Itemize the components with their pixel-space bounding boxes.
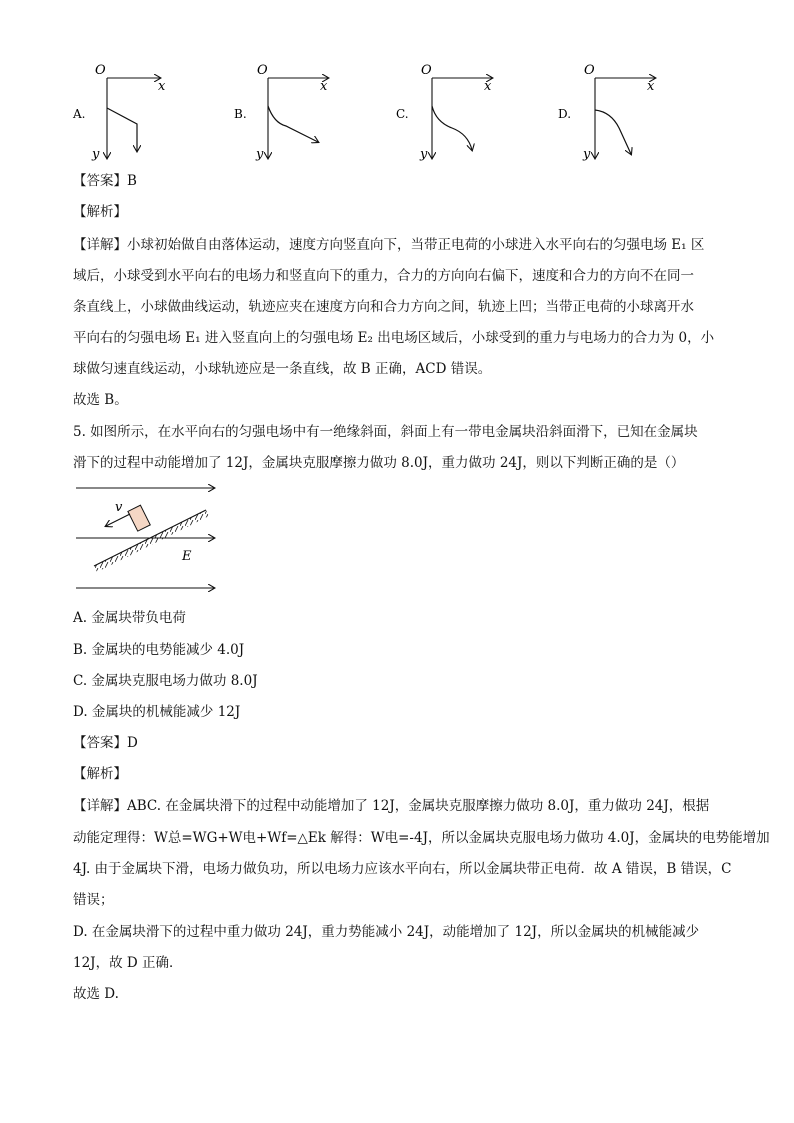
velocity-arrow: [106, 514, 130, 526]
option-b-figure: [255, 63, 328, 162]
option-a-label: A.: [73, 107, 86, 121]
answer-tag: 【答案】: [73, 735, 127, 751]
x-label: x: [320, 79, 328, 94]
option-b-label: B.: [234, 107, 247, 121]
origin-label: O: [95, 63, 106, 78]
trajectory: [595, 110, 631, 154]
answer-value: B: [127, 173, 137, 189]
q4-detail-line: 平向右的匀强电场 E₁ 进入竖直向上的匀强电场 E₂ 出电场区域后，小球受到的重力与电场力的合力为 0，小: [73, 330, 715, 346]
q5-option-c: C. 金属块克服电场力做功 8.0J: [73, 673, 258, 689]
q5-detail-line: [73, 797, 709, 815]
q4-detail-line: 条直线上，小球做曲线运动，轨迹应夹在速度方向和合力方向之间，轨迹上凹；当带正电荷的小球离开水: [73, 299, 694, 315]
trajectory: [107, 108, 137, 151]
trajectory: [268, 106, 318, 142]
q4-detail-line: 域后，小球受到水平向右的电场力和竖直向下的重力，合力的方向向右偏下，速度和合力的方向不在同一: [73, 268, 694, 284]
q5-detail-line: 错误；: [73, 892, 114, 908]
origin-label: O: [421, 63, 432, 78]
y-label: y: [583, 147, 591, 162]
q4-detail-line: 球做匀速直线运动，小球轨迹应是一条直线，故 B 正确，ACD 错误。: [73, 361, 492, 377]
q5-option-a: A. 金属块带负电荷: [73, 610, 186, 626]
option-c-figure: [419, 63, 492, 162]
y-label: y: [420, 147, 428, 162]
q5-stem-line: 5. 如图所示，在水平向右的匀强电场中有一绝缘斜面，斜面上有一带电金属块沿斜面滑下，已知在金属块: [73, 424, 698, 440]
q5-answer: [73, 734, 138, 752]
option-c-label: C.: [396, 107, 409, 121]
field-label: E: [182, 549, 192, 564]
answer-value: D: [127, 735, 138, 751]
q4-conclusion: 故选 B。: [73, 392, 128, 408]
q5-stem-line: 滑下的过程中动能增加了 12J，金属块克服摩擦力做功 8.0J，重力做功 24J，则以下判断正确的是（）: [73, 455, 685, 471]
detail-tag: 【详解】: [73, 237, 127, 253]
x-label: x: [158, 79, 166, 94]
metal-block: [128, 505, 150, 531]
q5-option-d: D. 金属块的机械能减少 12J: [73, 704, 241, 720]
velocity-label: v: [115, 500, 123, 515]
x-label: x: [647, 79, 655, 94]
detail-tag: 【详解】: [73, 798, 127, 814]
analysis-tag: 解析: [86, 766, 114, 782]
q5-analysis-tag: 【解析】: [73, 766, 127, 782]
option-d-figure: [582, 63, 655, 162]
trajectory: [432, 106, 472, 150]
option-a-figure: [91, 63, 166, 162]
q5-option-b: B. 金属块的电势能减少 4.0J: [73, 642, 245, 658]
y-label: y: [92, 147, 100, 162]
incline-hatching: [94, 510, 209, 572]
q4-analysis-tag: 【解析】: [73, 204, 127, 220]
q4-answer: [73, 172, 137, 190]
q5-detail-line: 动能定理得：W总=WG+W电+Wf=△Ek 解得：W电=-4J，所以金属块克服电场力做功 4.0J，金属块的电势能增加: [73, 830, 770, 846]
origin-label: O: [257, 63, 268, 78]
detail-text: ABC. 在金属块滑下的过程中动能增加了 12J，金属块克服摩擦力做功 8.0J，重力做功 24J，根据: [127, 798, 710, 814]
option-d-label: D.: [558, 107, 572, 121]
q5-detail-line: 12J，故 D 正确．: [73, 955, 183, 971]
detail-text: 小球初始做自由落体运动，速度方向竖直向下，当带正电荷的小球进入水平向右的匀强电场 E₁ 区: [127, 237, 705, 253]
q4-choice-figures: [0, 58, 794, 168]
q5-conclusion: 故选 D.: [73, 986, 119, 1002]
q5-incline-figure: [70, 478, 230, 598]
q4-detail-line: [73, 236, 704, 254]
answer-tag: 【答案】: [73, 173, 127, 189]
origin-label: O: [584, 63, 595, 78]
q5-detail-line: D. 在金属块滑下的过程中重力做功 24J，重力势能减小 24J，动能增加了 12J，所以金属块的机械能减少: [73, 924, 700, 940]
x-label: x: [484, 79, 492, 94]
q5-detail-line: 4J. 由于金属块下滑，电场力做负功，所以电场力应该水平向右，所以金属块带正电荷．故 A 错误，B 错误，C: [73, 861, 732, 877]
analysis-tag: 解析: [86, 204, 114, 220]
y-label: y: [256, 147, 264, 162]
